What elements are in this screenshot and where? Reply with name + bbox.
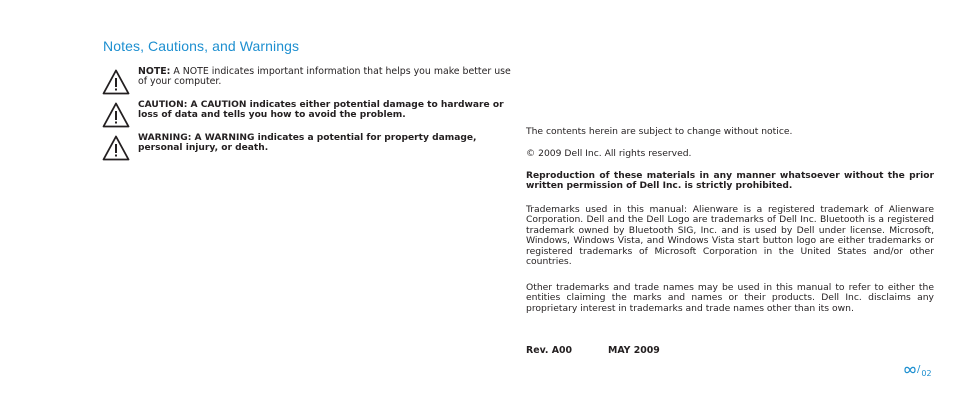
note-text xyxy=(138,67,512,88)
note-notice xyxy=(102,68,512,96)
change-notice: The contents herein are subject to change without notice. xyxy=(526,126,793,137)
trademarks-paragraph: Trademarks used in this manual: Alienware is a registered trademark of Alienware Corporation. Dell and the Dell Logo are trademarks of Dell Inc. Bluetooth is a registered trademark owned by Bluetooth SIG, Inc. and is used by Dell under license. Microsoft, Windows, Windows Vista, and Windows Vista start button logo are either trademarks or registered trademarks of Microsoft Corporation in the United States and/or other countries. xyxy=(526,204,934,268)
warning-triangle-icon xyxy=(102,134,130,162)
caution-text: CAUTION: A CAUTION indicates either potential damage to hardware or loss of data and tells you how to avoid the problem. xyxy=(138,100,504,121)
page-separator: / xyxy=(917,364,921,375)
revision-number: Rev. A00 xyxy=(526,345,573,356)
reproduction-notice: Reproduction of these materials in any manner whatsoever without the prior written permission of Dell Inc. is strictly prohibited. xyxy=(526,171,934,192)
warning-text: WARNING: A WARNING indicates a potential for property damage, personal injury, or death. xyxy=(138,133,477,154)
alienware-logo-icon xyxy=(904,365,916,375)
page-heading: Notes, Cautions, and Warnings xyxy=(103,38,300,54)
caution-notice xyxy=(102,101,512,129)
copyright: © 2009 Dell Inc. All rights reserved. xyxy=(526,148,692,159)
revision-line xyxy=(526,345,660,356)
note-body: A NOTE indicates important information that helps you make better use of your computer. xyxy=(138,66,511,88)
page-number-value: 02 xyxy=(921,369,932,378)
warning-triangle-icon xyxy=(102,68,130,96)
note-label: NOTE: xyxy=(138,66,171,77)
other-trademarks-paragraph: Other trademarks and trade names may be used in this manual to refer to either the entities claiming the marks and names or their products. Dell Inc. disclaims any proprietary interest in trademarks and trade names other than its own. xyxy=(526,282,934,314)
revision-date: MAY 2009 xyxy=(608,345,660,356)
warning-triangle-icon xyxy=(102,101,130,129)
page-number xyxy=(904,364,932,378)
warning-notice xyxy=(102,134,512,162)
